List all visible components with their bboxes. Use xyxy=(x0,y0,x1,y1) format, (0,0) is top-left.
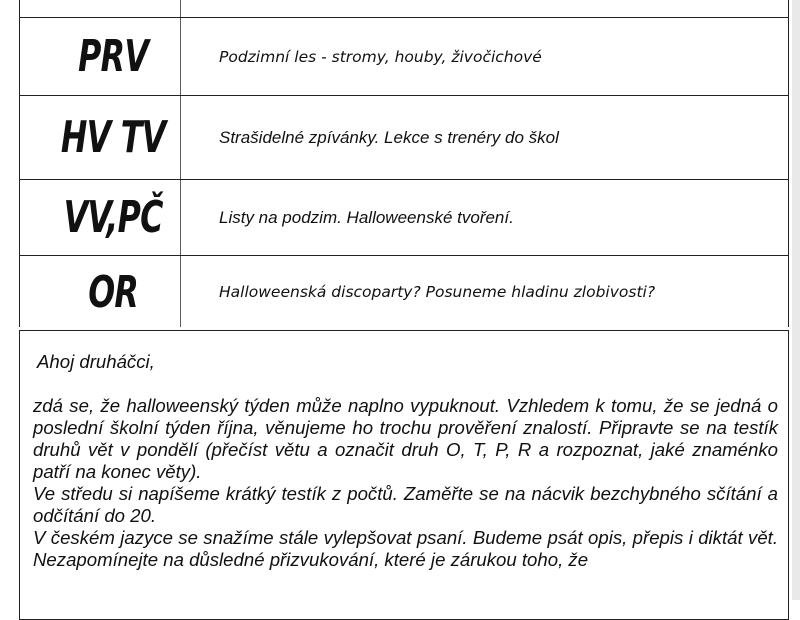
message-paragraph: zdá se, že halloweenský týden může naplno vypuknout. Vzhledem k tomu, že se jedná o poslední školní týden října, věnujeme ho trochu prověření znalostí. Připravte se na testík druhů vět v pondělí (přečíst větu a označit druh O, T, P, R a rozpoznat, jaké znaménko patří na konec věty). xyxy=(33,395,778,482)
subject-cell: OR xyxy=(46,256,181,328)
table-row xyxy=(20,96,788,180)
table-row xyxy=(20,180,788,256)
table-row xyxy=(20,18,788,96)
message-paragraph: Ve středu si napíšeme krátký testík z počtů. Zaměřte se na nácvik bezchybného sčítání a odčítání do 20. xyxy=(33,483,778,526)
topic-cell: Strašidelné zpívánky. Lekce s trenéry do škol xyxy=(219,127,559,147)
message-paragraph: V českém jazyce se snažíme stále vylepšovat psaní. Budeme psát opis, přepis i diktát vět. Nezapomínejte na důsledné přizvukování, které je zárukou toho, že xyxy=(33,527,778,570)
subject-cell: VV,PČ xyxy=(46,180,181,255)
greeting: Ahoj druháčci, xyxy=(37,351,155,372)
subject-cell: PRV xyxy=(46,18,181,95)
page-edge-strip xyxy=(792,0,800,600)
topic-cell xyxy=(207,0,788,17)
topic-cell: Podzimní les - stromy, houby, živočichové xyxy=(219,47,542,66)
schedule-table xyxy=(19,0,789,329)
table-row xyxy=(20,0,788,18)
table-row xyxy=(20,256,788,328)
message-box xyxy=(19,330,789,620)
topic-cell: Listy na podzim. Halloweenské tvoření. xyxy=(219,207,514,227)
topic-cell: Halloweenská discoparty? Posuneme hladinu zlobivosti? xyxy=(219,283,656,301)
subject-cell xyxy=(46,0,181,17)
subject-cell: HV TV xyxy=(46,96,181,179)
